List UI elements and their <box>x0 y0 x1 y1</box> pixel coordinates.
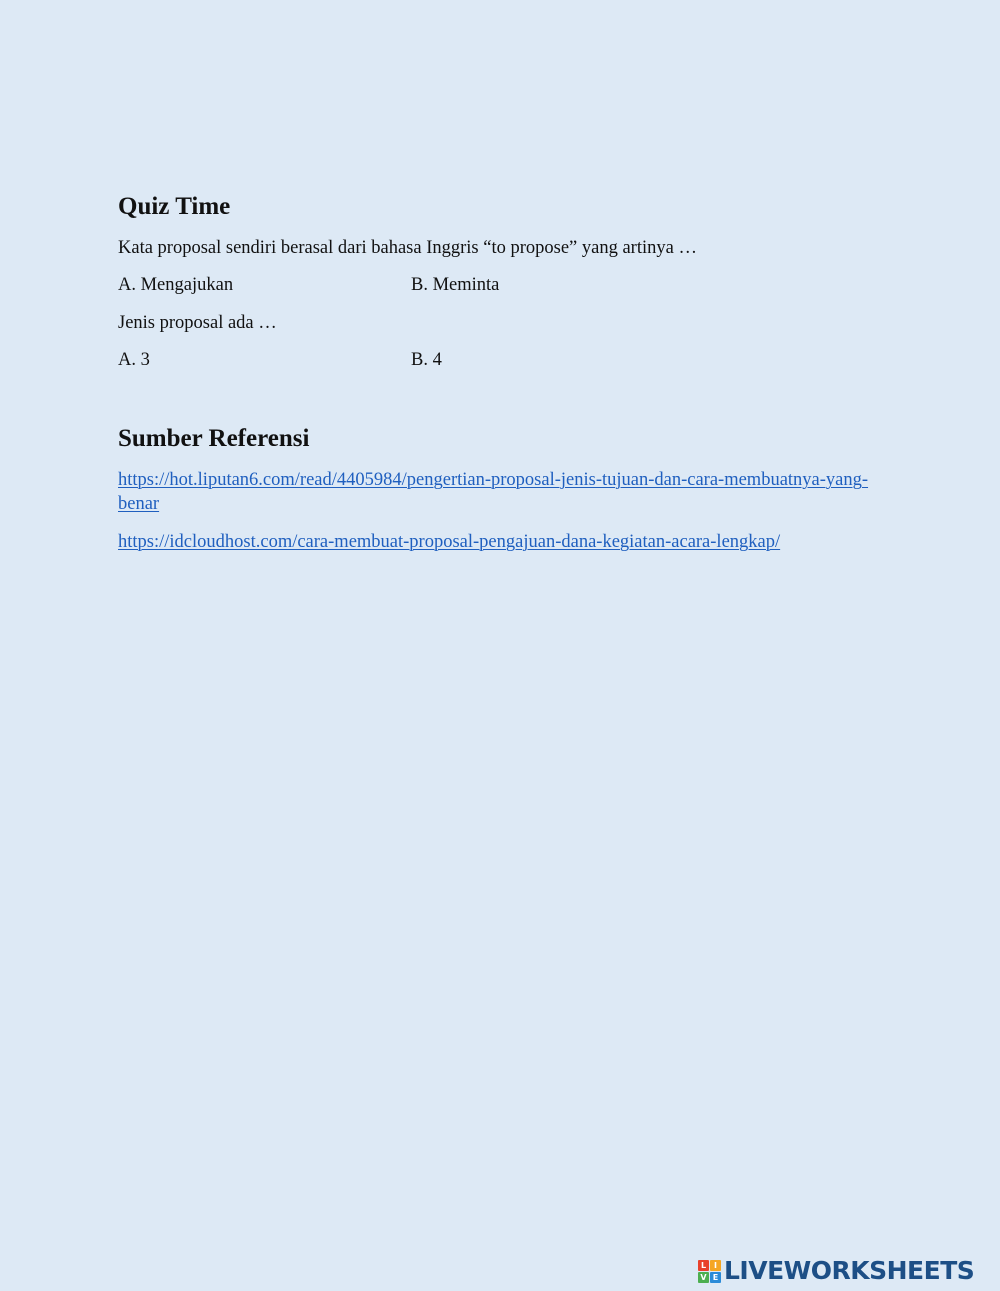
question-1-option-a[interactable]: A. Mengajukan <box>118 275 234 295</box>
logo-tile: I <box>710 1260 721 1271</box>
quiz-heading: Quiz Time <box>118 193 231 220</box>
logo-text: LIVEWORKSHEETS <box>724 1256 975 1285</box>
liveworksheets-logo <box>698 1257 974 1285</box>
question-1-option-b[interactable]: B. Meminta <box>411 275 500 295</box>
reference-link-2[interactable]: https://idcloudhost.com/cara-membuat-proposal-pengajuan-dana-kegiatan-acara-lengkap/ <box>118 532 781 552</box>
question-1-options <box>118 273 718 297</box>
question-2-options <box>118 348 718 372</box>
logo-tile: E <box>710 1272 721 1283</box>
reference-link-1-wrapper <box>118 468 878 516</box>
question-1-text: Kata proposal sendiri berasal dari bahasa Inggris “to propose” yang artinya … <box>118 238 697 258</box>
question-2-option-a[interactable]: A. 3 <box>118 350 150 370</box>
question-2-option-b[interactable]: B. 4 <box>411 350 442 370</box>
logo-tiles-icon <box>698 1260 721 1283</box>
logo-tile: V <box>698 1272 709 1283</box>
logo-tile: L <box>698 1260 709 1271</box>
reference-link-2-wrapper <box>118 530 780 554</box>
reference-link-1[interactable]: https://hot.liputan6.com/read/4405984/pengertian-proposal-jenis-tujuan-dan-cara-membuatnya-yang-benar <box>118 470 869 514</box>
references-heading: Sumber Referensi <box>118 425 310 452</box>
question-2-text: Jenis proposal ada … <box>118 313 277 333</box>
